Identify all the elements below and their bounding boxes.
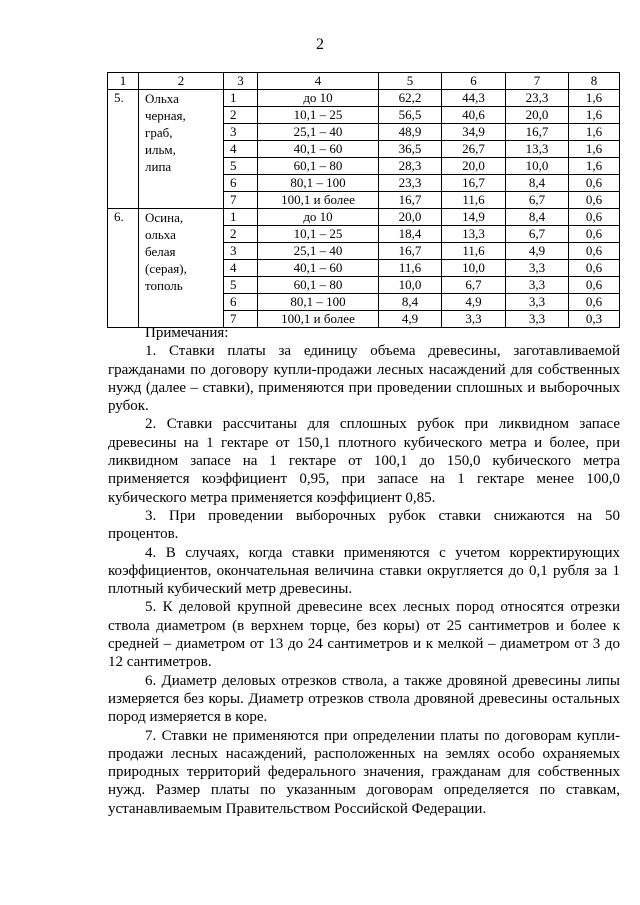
class-cell: 6 xyxy=(224,294,258,311)
rate-cell: 62,2 xyxy=(379,90,442,107)
rate-cell: 3,3 xyxy=(442,311,506,328)
header-cell: 4 xyxy=(258,73,379,90)
notes-title: Примечания: xyxy=(145,325,229,341)
rate-cell: 56,5 xyxy=(379,107,442,124)
rate-cell: 1,6 xyxy=(569,90,620,107)
rate-cell: 23,3 xyxy=(506,90,569,107)
rate-cell: 48,9 xyxy=(379,124,442,141)
rate-cell: 3,3 xyxy=(506,260,569,277)
header-cell: 8 xyxy=(569,73,620,90)
species-cell xyxy=(139,209,224,328)
rate-cell: 16,7 xyxy=(506,124,569,141)
rate-cell: 44,3 xyxy=(442,90,506,107)
diameter-cell: 80,1 – 100 xyxy=(258,175,379,192)
note-paragraph: 1. Ставки платы за единицу объема древесины, заготавливаемой гражданами по договору купли-продажи лесных насаждений для собственных нужд (далее – ставки), применяются при проведении сплошных и выборочных рубок. xyxy=(108,343,620,415)
header-cell: 6 xyxy=(442,73,506,90)
species-line: ольха xyxy=(145,227,176,242)
rate-cell: 0,6 xyxy=(569,226,620,243)
rate-cell: 23,3 xyxy=(379,175,442,192)
rate-cell: 1,6 xyxy=(569,141,620,158)
header-cell: 5 xyxy=(379,73,442,90)
diameter-cell: 40,1 – 60 xyxy=(258,260,379,277)
rate-cell: 0,3 xyxy=(569,311,620,328)
diameter-cell: 60,1 – 80 xyxy=(258,277,379,294)
rate-cell: 1,6 xyxy=(569,124,620,141)
rate-cell: 13,3 xyxy=(442,226,506,243)
diameter-cell: до 10 xyxy=(258,90,379,107)
species-line: тополь xyxy=(145,278,183,293)
species-line: черная, xyxy=(145,108,186,123)
table-row xyxy=(108,209,620,226)
diameter-cell: 100,1 и более xyxy=(258,311,379,328)
rate-cell: 6,7 xyxy=(506,192,569,209)
class-cell: 7 xyxy=(224,192,258,209)
rate-cell: 0,6 xyxy=(569,209,620,226)
class-cell: 2 xyxy=(224,107,258,124)
species-line: (серая), xyxy=(145,261,187,276)
group-number-cell: 6. xyxy=(108,209,139,328)
rate-cell: 0,6 xyxy=(569,192,620,209)
rate-cell: 1,6 xyxy=(569,158,620,175)
rate-cell: 3,3 xyxy=(506,311,569,328)
rate-cell: 4,9 xyxy=(379,311,442,328)
rate-cell: 1,6 xyxy=(569,107,620,124)
diameter-cell: 40,1 – 60 xyxy=(258,141,379,158)
rate-cell: 28,3 xyxy=(379,158,442,175)
rate-cell: 0,6 xyxy=(569,243,620,260)
rate-cell: 6,7 xyxy=(442,277,506,294)
note-paragraph: 6. Диаметр деловых отрезков ствола, а также дровяной древесины липы измеряется без коры. Диаметр отрезков ствола дровяной древесины остальных пород измеряется в коре. xyxy=(108,672,620,726)
class-cell: 3 xyxy=(224,243,258,260)
rate-cell: 20,0 xyxy=(442,158,506,175)
species-line: Ольха xyxy=(145,91,179,106)
header-cell: 2 xyxy=(139,73,224,90)
header-cell: 1 xyxy=(108,73,139,90)
diameter-cell: 60,1 – 80 xyxy=(258,158,379,175)
class-cell: 5 xyxy=(224,277,258,294)
rate-cell: 16,7 xyxy=(442,175,506,192)
notes-section xyxy=(108,324,620,818)
diameter-cell: до 10 xyxy=(258,209,379,226)
diameter-cell: 10,1 – 25 xyxy=(258,107,379,124)
note-paragraph: 2. Ставки рассчитаны для сплошных рубок при ликвидном запасе древесины на 1 гектаре от 150,1 плотного кубического метра и более, при ликвидном запасе на 1 гектаре от 100,1 до 150,0 кубического метра применяется коэффициент 0,95, при запасе на 1 гектаре менее 100,0 кубического метра применяется коэффициент 0,85. xyxy=(108,416,620,506)
rate-cell: 10,0 xyxy=(379,277,442,294)
rate-cell: 20,0 xyxy=(506,107,569,124)
rate-cell: 10,0 xyxy=(442,260,506,277)
species-cell xyxy=(139,90,224,209)
rate-cell: 36,5 xyxy=(379,141,442,158)
table-row xyxy=(108,90,620,107)
class-cell: 5 xyxy=(224,158,258,175)
rate-cell: 40,6 xyxy=(442,107,506,124)
header-cell: 3 xyxy=(224,73,258,90)
species-line: ильм, xyxy=(145,142,176,157)
rate-cell: 0,6 xyxy=(569,294,620,311)
rate-cell: 16,7 xyxy=(379,243,442,260)
note-paragraph: 5. К деловой крупной древесине всех лесных пород относятся отрезки ствола диаметром (в верхнем торце, без коры) от 25 сантиметров и более к средней – диаметром от 13 до 24 сантиметров и к мелкой – диаметром от 3 до 12 сантиметров. xyxy=(108,599,620,671)
diameter-cell: 10,1 – 25 xyxy=(258,226,379,243)
rate-cell: 3,3 xyxy=(506,277,569,294)
rate-cell: 34,9 xyxy=(442,124,506,141)
class-cell: 6 xyxy=(224,175,258,192)
table-header-row xyxy=(108,73,620,90)
rate-cell: 0,6 xyxy=(569,260,620,277)
species-line: белая xyxy=(145,244,176,259)
rate-cell: 13,3 xyxy=(506,141,569,158)
rate-cell: 11,6 xyxy=(442,192,506,209)
rate-cell: 16,7 xyxy=(379,192,442,209)
rate-cell: 8,4 xyxy=(506,209,569,226)
diameter-cell: 80,1 – 100 xyxy=(258,294,379,311)
table-body xyxy=(108,73,620,328)
species-line: Осина, xyxy=(145,210,184,225)
note-paragraph: 7. Ставки не применяются при определении платы по договорам купли-продажи лесных насаждений, расположенных на землях особо охраняемых природных территорий федерального значения, гражданам для собственных нужд. Размер платы по указанным договорам определяется по ставкам, устанавливаемым Правительством Российской Федерации. xyxy=(108,727,620,817)
rate-cell: 8,4 xyxy=(379,294,442,311)
rate-cell: 4,9 xyxy=(506,243,569,260)
diameter-cell: 25,1 – 40 xyxy=(258,243,379,260)
rate-cell: 0,6 xyxy=(569,277,620,294)
rate-cell: 3,3 xyxy=(506,294,569,311)
class-cell: 1 xyxy=(224,90,258,107)
rate-cell: 18,4 xyxy=(379,226,442,243)
rate-cell: 14,9 xyxy=(442,209,506,226)
rate-cell: 4,9 xyxy=(442,294,506,311)
page-number: 2 xyxy=(316,36,324,53)
rate-cell: 6,7 xyxy=(506,226,569,243)
note-paragraph: 3. При проведении выборочных рубок ставки снижаются на 50 процентов. xyxy=(108,507,620,543)
rate-cell: 11,6 xyxy=(379,260,442,277)
species-line: граб, xyxy=(145,125,173,140)
rate-cell: 0,6 xyxy=(569,175,620,192)
class-cell: 4 xyxy=(224,260,258,277)
class-cell: 7 xyxy=(224,311,258,328)
header-cell: 7 xyxy=(506,73,569,90)
class-cell: 2 xyxy=(224,226,258,243)
rates-table xyxy=(107,72,620,328)
class-cell: 1 xyxy=(224,209,258,226)
diameter-cell: 100,1 и более xyxy=(258,192,379,209)
group-number-cell: 5. xyxy=(108,90,139,209)
rate-cell: 10,0 xyxy=(506,158,569,175)
rate-cell: 20,0 xyxy=(379,209,442,226)
rate-cell: 11,6 xyxy=(442,243,506,260)
rate-cell: 26,7 xyxy=(442,141,506,158)
rate-cell: 8,4 xyxy=(506,175,569,192)
class-cell: 3 xyxy=(224,124,258,141)
diameter-cell: 25,1 – 40 xyxy=(258,124,379,141)
note-paragraph: 4. В случаях, когда ставки применяются с учетом корректирующих коэффициентов, окончательная величина ставки округляется до 0,1 рубля за 1 плотный кубический метр древесины. xyxy=(108,544,620,598)
class-cell: 4 xyxy=(224,141,258,158)
species-line: липа xyxy=(145,159,172,174)
